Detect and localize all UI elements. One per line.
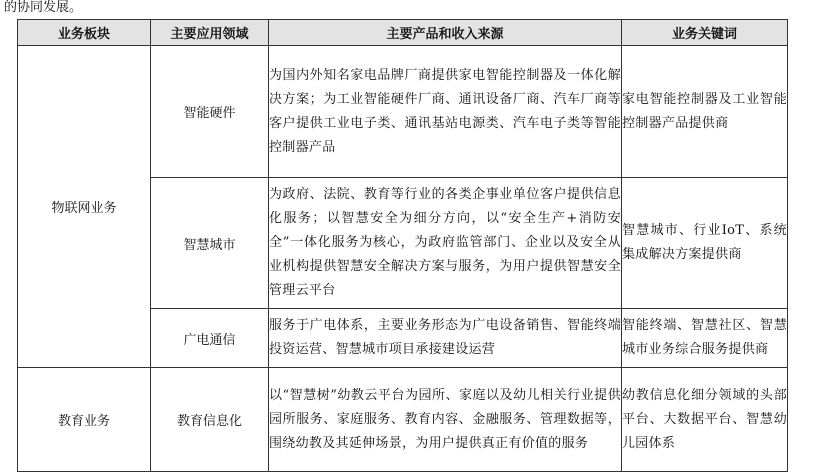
keywords-smart-city: 智慧城市、行业IoT、系统集成解决方案提供商 [622, 178, 788, 309]
products-broadcast-telecom: 服务于广电体系，主要业务形态为广电设备销售、智能终端投资运营、智慧城市项目承接建设运营 [269, 309, 622, 368]
products-education-informatization: 以“智慧树”幼教云平台为园所、家庭以及幼儿相关行业提供园所服务、家庭服务、教育内容、金融服务、管理数据等，围绕幼教及其延伸场景，为用户提供真正有价值的服务 [269, 368, 622, 472]
header-products-revenue: 主要产品和收入来源 [269, 20, 622, 46]
table-row [18, 46, 788, 178]
segment-education: 教育业务 [18, 368, 151, 472]
header-business-keywords: 业务关键词 [622, 20, 788, 46]
area-smart-city: 智慧城市 [151, 178, 269, 309]
header-application-area: 主要应用领域 [151, 20, 269, 46]
area-education-informatization: 教育信息化 [151, 368, 269, 472]
business-segments-table [17, 19, 788, 472]
keywords-education-informatization: 幼教信息化细分领域的头部平台、大数据平台、智慧幼儿园体系 [622, 368, 788, 472]
keywords-smart-hardware: 家电智能控制器及工业智能控制器产品提供商 [622, 46, 788, 178]
header-business-segment: 业务板块 [18, 20, 151, 46]
intro-text-fragment: 的协同发展。 [4, 0, 83, 15]
segment-iot: 物联网业务 [18, 46, 151, 368]
area-broadcast-telecom: 广电通信 [151, 309, 269, 368]
products-smart-hardware: 为国内外知名家电品牌厂商提供家电智能控制器及一体化解决方案；为工业智能硬件厂商、通讯设备厂商、汽车厂商等客户提供工业电子类、通讯基站电源类、汽车电子类等智能控制器产品 [269, 46, 622, 178]
area-smart-hardware: 智能硬件 [151, 46, 269, 178]
keywords-broadcast-telecom: 智能终端、智慧社区、智慧城市业务综合服务提供商 [622, 309, 788, 368]
products-smart-city: 为政府、法院、教育等行业的各类企事业单位客户提供信息化服务；以智慧安全为细分方向，以“安全生产+消防安全”一体化服务为核心，为政府监管部门、企业以及安全从业机构提供智慧安全解决方案与服务，为用户提供智慧安全管理云平台 [269, 178, 622, 309]
table-row [18, 368, 788, 472]
table-header-row [18, 20, 788, 46]
